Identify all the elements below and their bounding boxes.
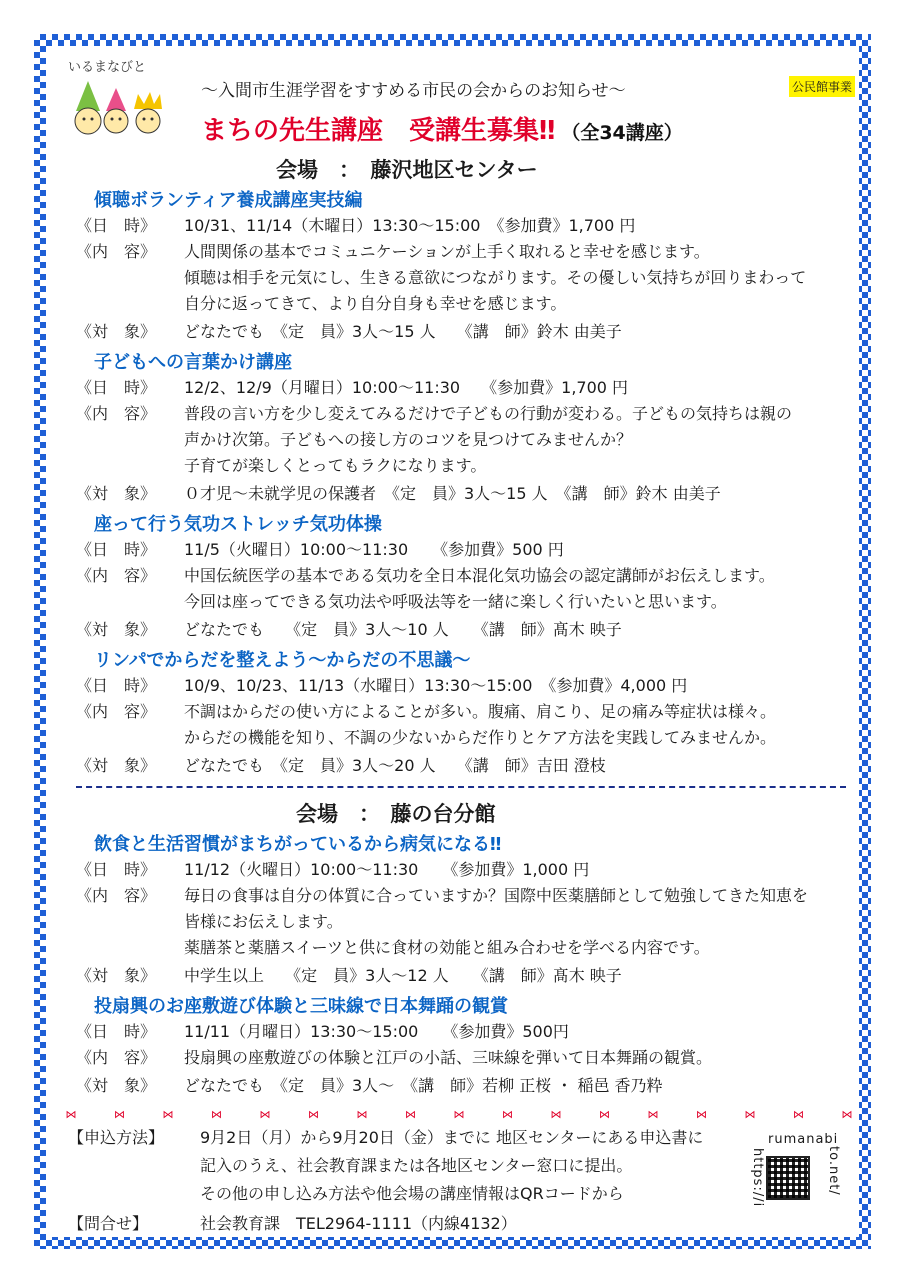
ribbon-icon: ⋈ [65, 1107, 77, 1121]
course-target-row [76, 964, 622, 988]
course-date-row [76, 858, 589, 882]
ribbon-icon: ⋈ [114, 1107, 125, 1121]
content-label: 《内 容》 [76, 242, 157, 261]
course-content-row [76, 564, 775, 588]
ribbon-icon: ⋈ [550, 1107, 562, 1121]
content-label: 《内 容》 [76, 1048, 157, 1067]
course-target: どなたでも 《定 員》3人～15 人 《講 師》鈴木 由美子 [184, 322, 622, 341]
course-date: 10/9、10/23、11/13（水曜日）13:30～15:00 《参加費》4,000 円 [184, 676, 688, 695]
course-target-row [76, 320, 622, 344]
course-target-row [76, 482, 721, 506]
course-content-row [76, 240, 710, 264]
course-target: どなたでも 《定 員》3人～10 人 《講 師》髙木 映子 [184, 620, 622, 639]
ribbon-icon: ⋈ [502, 1107, 513, 1121]
ribbon-icon: ⋈ [793, 1107, 804, 1121]
date-label: 《日 時》 [76, 540, 157, 559]
url-text: to.net/ [826, 1146, 841, 1196]
course-content-line: 傾聴は相手を元気にし、生きる意欲につながります。その優しい気持ちが回りまわって [184, 268, 807, 287]
kominkan-badge: 公民館事業 [789, 76, 855, 97]
course-content-row [76, 1046, 712, 1070]
course-date-row [76, 376, 628, 400]
course-content-line: 投扇興の座敷遊びの体験と江戸の小話、三味線を弾いて日本舞踊の観賞。 [184, 1048, 713, 1067]
contact-row [68, 1212, 517, 1236]
checkered-border [34, 34, 871, 1249]
url-text: rumanabi [768, 1132, 839, 1147]
course-content-line: からだの機能を知り、不調の少ないからだ作りとケア方法を実践してみませんか。 [184, 728, 777, 747]
target-label: 《対 象》 [76, 966, 157, 985]
course-date: 12/2、12/9（月曜日）10:00～11:30 《参加費》1,700 円 [184, 378, 629, 397]
course-content-line: 声かけ次第。子どもへの接し方のコツを見つけてみませんか？ [184, 430, 633, 449]
course-date-row [76, 1020, 569, 1044]
ribbon-icon: ⋈ [744, 1107, 756, 1121]
target-label: 《対 象》 [76, 1076, 157, 1095]
target-label: 《対 象》 [76, 620, 157, 639]
target-label: 《対 象》 [76, 484, 157, 503]
course-title: 傾聴ボランティア養成講座実技編 [94, 190, 363, 211]
content-label: 《内 容》 [76, 886, 157, 905]
content-label: 《内 容》 [76, 702, 157, 721]
logo-text: いるまなびと [68, 60, 147, 75]
course-count: （全34講座） [561, 122, 683, 144]
date-label: 《日 時》 [76, 378, 157, 397]
ribbon-icon: ⋈ [841, 1107, 853, 1121]
course-date: 11/11（月曜日）13:30～15:00 《参加費》500円 [184, 1022, 569, 1041]
target-label: 《対 象》 [76, 322, 157, 341]
target-label: 《対 象》 [76, 756, 157, 775]
apply-row [68, 1126, 703, 1150]
course-content-line: 皆様にお伝えします。 [184, 912, 343, 931]
content-label: 《内 容》 [76, 404, 157, 423]
course-content-line: 今回は座ってできる気功法や呼吸法等を一緒に楽しく行いたいと思います。 [184, 592, 727, 611]
ribbon-icon: ⋈ [308, 1107, 319, 1121]
qr-code-icon[interactable] [766, 1156, 810, 1200]
ribbon-divider [64, 1106, 854, 1122]
course-target: 中学生以上 《定 員》3人～12 人 《講 師》髙木 映子 [184, 966, 622, 985]
course-content-line: 不調はからだの使い方によることが多い。腹痛、肩こり、足の痛み等症状は様々。 [184, 702, 777, 721]
course-date-row [76, 214, 635, 238]
date-label: 《日 時》 [76, 676, 157, 695]
course-target: ０才児～未就学児の保護者 《定 員》3人～15 人 《講 師》鈴木 由美子 [184, 484, 721, 503]
apply-line: その他の申し込み方法や他会場の講座情報はQRコードから [200, 1184, 624, 1203]
venue-title: 会場 ： 藤の台分館 [296, 802, 496, 826]
url-text: https://i [750, 1148, 765, 1208]
course-target-row [76, 754, 606, 778]
date-label: 《日 時》 [76, 216, 157, 235]
course-content-line: 薬膳茶と薬膳スイーツと供に食材の効能と組み合わせを学べる内容です。 [184, 938, 710, 957]
ribbon-icon: ⋈ [405, 1107, 416, 1121]
date-label: 《日 時》 [76, 860, 157, 879]
course-date: 11/5（火曜日）10:00～11:30 《参加費》500 円 [184, 540, 564, 559]
apply-line: 記入のうえ、社会教育課または各地区センター窓口に提出。 [200, 1156, 633, 1175]
title-text: まちの先生講座 受講生募集‼ [201, 116, 556, 146]
venue-title: 会場 ： 藤沢地区センター [276, 158, 538, 182]
ribbon-icon: ⋈ [356, 1107, 368, 1121]
course-content-line: 中国伝統医学の基本である気功を全日本混化気功協会の認定講師がお伝えします。 [184, 566, 775, 585]
course-content-row [76, 884, 808, 908]
ribbon-icon: ⋈ [211, 1107, 222, 1121]
course-target: どなたでも 《定 員》3人～ 《講 師》若柳 正桜 ・ 稲邑 香乃粋 [184, 1076, 663, 1095]
ribbon-icon: ⋈ [453, 1107, 465, 1121]
course-content-row [76, 402, 792, 426]
ribbon-icon: ⋈ [259, 1107, 271, 1121]
apply-line: 9月2日（月）から9月20日（金）までに 地区センターにある申込書に [200, 1128, 704, 1147]
course-title: 投扇興のお座敷遊び体験と三味線で日本舞踊の観賞 [94, 996, 508, 1017]
course-target-row [76, 1074, 663, 1098]
ribbon-icon: ⋈ [647, 1107, 659, 1121]
date-label: 《日 時》 [76, 1022, 157, 1041]
course-content-line: 自分に返ってきて、より自分自身も幸せを感じます。 [184, 294, 567, 313]
course-target-row [76, 618, 622, 642]
section-divider [76, 786, 846, 788]
ribbon-icon: ⋈ [162, 1107, 174, 1121]
course-content-line: 普段の言い方を少し変えてみるだけで子どもの行動が変わる。子どもの気持ちは親の [184, 404, 793, 423]
course-title: 飲食と生活習慣がまちがっているから病気になる‼ [94, 834, 502, 855]
course-date-row [76, 674, 687, 698]
contact-info: 社会教育課 TEL2964-1111（内線4132） [200, 1214, 517, 1233]
apply-label: 【申込方法】 [68, 1128, 165, 1147]
page-title [201, 110, 683, 147]
header-subtitle: ～入間市生涯学習をすすめる市民の会からのお知らせ～ [201, 81, 626, 101]
course-date-row [76, 538, 564, 562]
course-title: 子どもへの言葉かけ講座 [94, 352, 292, 373]
content-label: 《内 容》 [76, 566, 157, 585]
course-target: どなたでも 《定 員》3人～20 人 《講 師》吉田 澄枝 [184, 756, 606, 775]
course-content-line: 毎日の食事は自分の体質に合っていますか？国際中医薬膳師として勉強してきた知恵を [184, 886, 809, 905]
ribbon-icon: ⋈ [696, 1107, 707, 1121]
flyer-content [46, 46, 859, 1237]
course-content-line: 人間関係の基本でコミュニケーションが上手く取れると幸せを感じます。 [184, 242, 710, 261]
contact-label: 【問合せ】 [68, 1214, 149, 1233]
ribbon-icon: ⋈ [599, 1107, 610, 1121]
course-title: 座って行う気功ストレッチ気功体操 [94, 514, 382, 535]
course-content-line: 子育てが楽しくとってもラクになります。 [184, 456, 487, 475]
course-date: 10/31、11/14（木曜日）13:30～15:00 《参加費》1,700 円 [184, 216, 636, 235]
course-content-row [76, 700, 776, 724]
course-title: リンパでからだを整えよう～からだの不思議～ [94, 650, 471, 671]
course-date: 11/12（火曜日）10:00～11:30 《参加費》1,000 円 [184, 860, 590, 879]
mascot-logo-icon [66, 76, 166, 146]
